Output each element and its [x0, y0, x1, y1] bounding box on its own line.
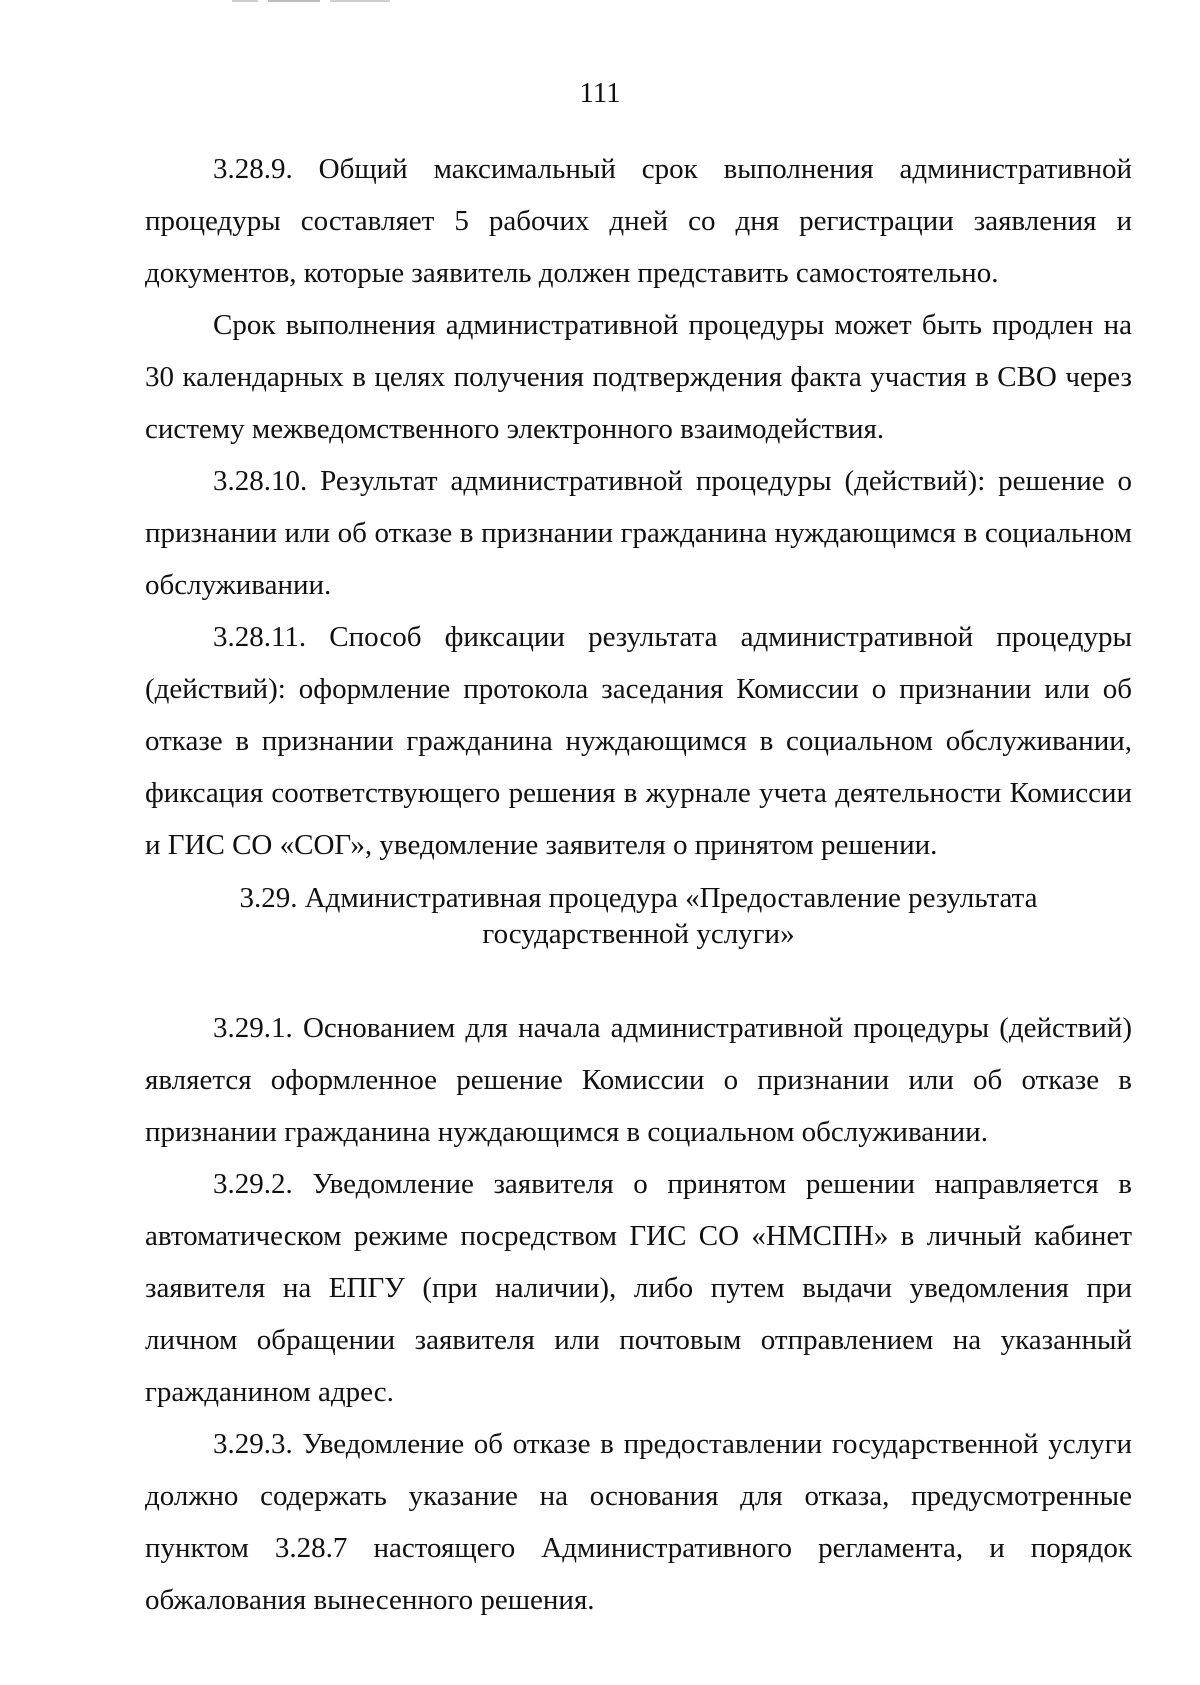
- scan-artifact: [330, 0, 390, 2]
- scan-artifact: [232, 0, 258, 2]
- page-number: 111: [579, 77, 621, 109]
- paragraph-3-28-10: 3.28.10. Результат административной процедуры (действий): решение о признании или об отказе в признании гражданина нуждающимся в социальном обслуживании.: [145, 465, 1132, 601]
- paragraph-3-28-11: 3.28.11. Способ фиксации результата административной процедуры (действий): оформление протокола заседания Комиссии о признании или об отказе в признании гражданина нуждающимся в социальном обслуживании, фиксация соответствующего решения в журнале учета деятельности Комиссии и ГИС СО «СОГ», уведомление заявителя о принятом решении.: [145, 621, 1132, 861]
- paragraph-3-29-3: 3.29.3. Уведомление об отказе в предоставлении государственной услуги должно содержать указание на основания для отказа, предусмотренные пунктом 3.28.7 настоящего Административного регламента, и порядок обжалования вынесенного решения.: [145, 1428, 1132, 1616]
- scan-artifact: [268, 0, 320, 2]
- paragraph-3-29-1: 3.29.1. Основанием для начала административной процедуры (действий) является оформленное решение Комиссии о признании или об отказе в признании гражданина нуждающимся в социальном обслуживании.: [145, 1012, 1132, 1148]
- section-heading-line: государственной услуги»: [482, 918, 795, 950]
- section-heading-3-29: [145, 880, 1132, 952]
- paragraph-3-29-2: 3.29.2. Уведомление заявителя о принятом решении направляется в автоматическом режиме посредством ГИС СО «НМСПН» в личный кабинет заявителя на ЕПГУ (при наличии), либо путем выдачи уведомления при личном обращении заявителя или почтовым отправлением на указанный гражданином адрес.: [145, 1168, 1132, 1408]
- section-heading-line: 3.29. Административная процедура «Предоставление результата: [239, 882, 1038, 914]
- paragraph-svo-extension: Срок выполнения административной процедуры может быть продлен на 30 календарных в целях получения подтверждения факта участия в СВО через систему межведомственного электронного взаимодействия.: [145, 309, 1132, 445]
- paragraph-3-28-9: 3.28.9. Общий максимальный срок выполнения административной процедуры составляет 5 рабочих дней со дня регистрации заявления и документов, которые заявитель должен представить самостоятельно.: [145, 153, 1132, 289]
